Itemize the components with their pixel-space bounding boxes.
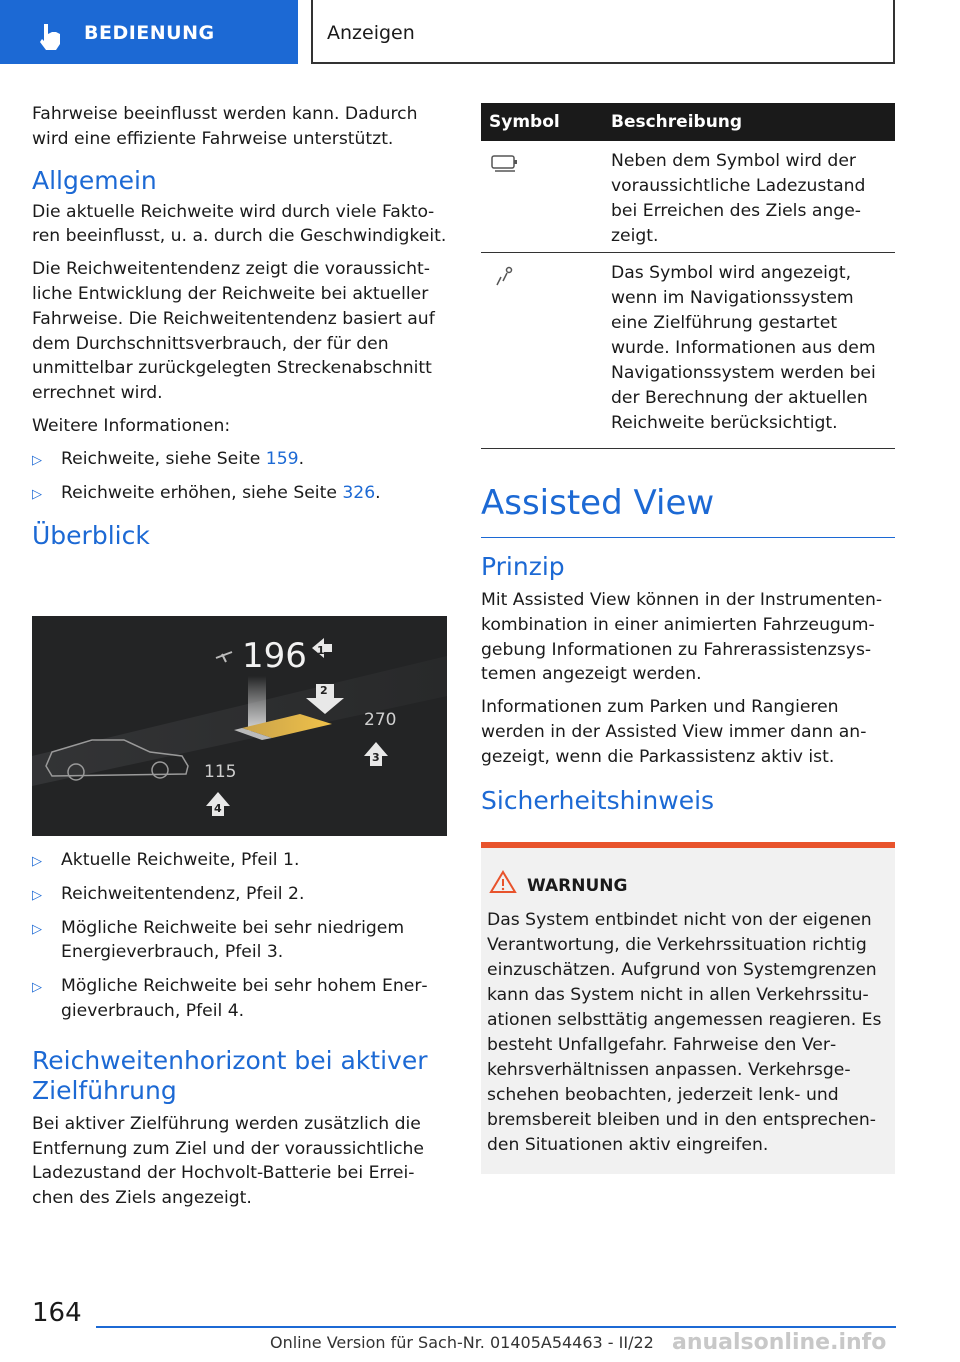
- table-header: [481, 103, 895, 141]
- overview-list: [32, 848, 447, 1024]
- intro-text: Fahrweise beeinflusst werden kann. Dadurch wird eine effiziente Fahrweise unterstützt.: [32, 104, 418, 149]
- horizont-paragraph: Bei aktiver Zielführung werden zusätzlich die Entfernung zum Ziel und der voraussichtliche Ladezustand der Hochvolt-Batterie bei Erreichen des Ziels angezeigt.: [32, 1113, 425, 1209]
- list-item: ▷ Mögliche Reichweite bei sehr niedrigem Energieverbrauch, Pfeil 3.: [32, 917, 405, 963]
- header-symbol: Symbol: [489, 112, 560, 132]
- tendency-value-115: 115: [204, 762, 237, 782]
- table-row: [481, 141, 895, 253]
- arrow-label-3: 3: [372, 751, 380, 764]
- topic-label: Anzeigen: [327, 22, 415, 44]
- watermark: anualsonline.info: [672, 1330, 887, 1355]
- topic-box: [311, 0, 895, 64]
- tendency-value-270: 270: [364, 710, 397, 730]
- allgemein-paragraph-1: Die aktuelle Reichweite wird durch viele Faktoren beeinflusst, u. a. durch die Geschwindigkeit.: [32, 201, 447, 247]
- links-list: [32, 447, 447, 506]
- ueberblick-heading: Überblick: [32, 521, 150, 551]
- left-column-bottom: [32, 848, 447, 1219]
- range-display-image: [32, 616, 447, 836]
- range-value: 196: [242, 636, 307, 676]
- prinzip-paragraph-2: Informationen zum Parken und Rangieren werden in der Assisted View immer dann angezeigt, wenn die Parkassistenz aktiv ist.: [481, 697, 867, 767]
- arrow-label-4: 4: [214, 802, 222, 815]
- warning-box: [481, 842, 895, 1174]
- warning-triangle-icon: [489, 870, 517, 894]
- triangle-bullet-icon: ▷: [32, 452, 42, 468]
- section-tab: [0, 0, 298, 64]
- triangle-bullet-icon: ▷: [32, 921, 42, 937]
- page-link-326[interactable]: 326: [342, 482, 376, 503]
- battery-state-icon: [491, 155, 519, 173]
- triangle-bullet-icon: ▷: [32, 854, 42, 869]
- arrow-label-1: 1: [317, 644, 325, 657]
- navigation-route-icon: [491, 265, 515, 287]
- warning-title: WARNUNG: [527, 876, 628, 896]
- arrow-label-2: 2: [320, 684, 328, 697]
- left-column-top: [32, 102, 447, 551]
- sicherheit-heading: Sicherheitshinweis: [481, 785, 715, 815]
- footer-rule: [96, 1326, 896, 1328]
- more-info-label: Weitere Informationen:: [32, 415, 231, 436]
- triangle-bullet-icon: ▷: [32, 887, 42, 903]
- list-item: ▷ Reichweite, siehe Seite 159.: [32, 447, 447, 472]
- table-row: [481, 253, 895, 449]
- right-column: [481, 552, 895, 816]
- header-description: Beschreibung: [611, 112, 743, 132]
- triangle-bullet-icon: ▷: [32, 980, 42, 996]
- page-link-159[interactable]: 159: [265, 448, 299, 469]
- triangle-bullet-icon: ▷: [32, 486, 42, 502]
- warning-body: Das System entbindet nicht von der eigenen Verantwortung, die Verkehrssituation richtig einzuschätzen. Aufgrund von Systemgrenzen kann das System nicht in allen Verkehrssituationen selbsttätig angemessen reagieren. Es besteht Unfallgefahr. Fahrweise den Verkehrsverhältnissen anpassen. Verkehrsgeschehen beobachten, jederzeit lenk- und bremsbereit bleiben und in den entsprechenden Situationen aktiv eingreifen.: [487, 910, 882, 1155]
- allgemein-heading: Allgemein: [32, 165, 157, 195]
- online-version-text: Online Version für Sach-Nr. 01405A54463 - II/22: [270, 1333, 654, 1352]
- row-description: Das Symbol wird angezeigt, wenn im Navigationssystem eine Zielführung gestartet wurde. Informationen aus dem Navigationssystem werden bei der Berechnung der aktuellen Reichweite berücksichtigt.: [611, 263, 876, 433]
- list-item: ▷ Aktuelle Reichweite, Pfeil 1.: [32, 848, 447, 873]
- list-item: ▷ Reichweitentendenz, Pfeil 2.: [32, 882, 447, 907]
- row-description: Neben dem Symbol wird der voraussichtliche Ladezustand bei Erreichen des Ziels angezeigt.: [611, 151, 866, 246]
- assisted-view-title: Assisted View: [481, 483, 895, 538]
- horizont-heading: Reichweitenhorizont bei aktiver Zielführung: [32, 1045, 428, 1105]
- hand-touch-icon: [30, 20, 70, 52]
- section-label: BEDIENUNG: [84, 22, 215, 44]
- list-item: ▷ Reichweite erhöhen, siehe Seite 326.: [32, 481, 447, 506]
- prinzip-heading: Prinzip: [481, 552, 565, 581]
- allgemein-paragraph-2: Die Reichweitentendenz zeigt die voraussichtliche Entwicklung der Reichweite bei aktueller Fahrweise. Die Reichweitentendenz basiert auf dem Durchschnittsverbrauch, der für den unmittelbar zurückgelegten Streckenabschnitt errechnet wird.: [32, 259, 435, 404]
- prinzip-paragraph-1: Mit Assisted View können in der Instrumentenkombination in einer animierten Fahrzeugumgebung Informationen zu Fahrerassistenzsystemen angezeigt werden.: [481, 590, 883, 685]
- page-number: 164: [32, 1298, 82, 1328]
- list-item: ▷ Mögliche Reichweite bei sehr hohem Energieverbrauch, Pfeil 4.: [32, 976, 428, 1021]
- symbol-table: [481, 103, 895, 449]
